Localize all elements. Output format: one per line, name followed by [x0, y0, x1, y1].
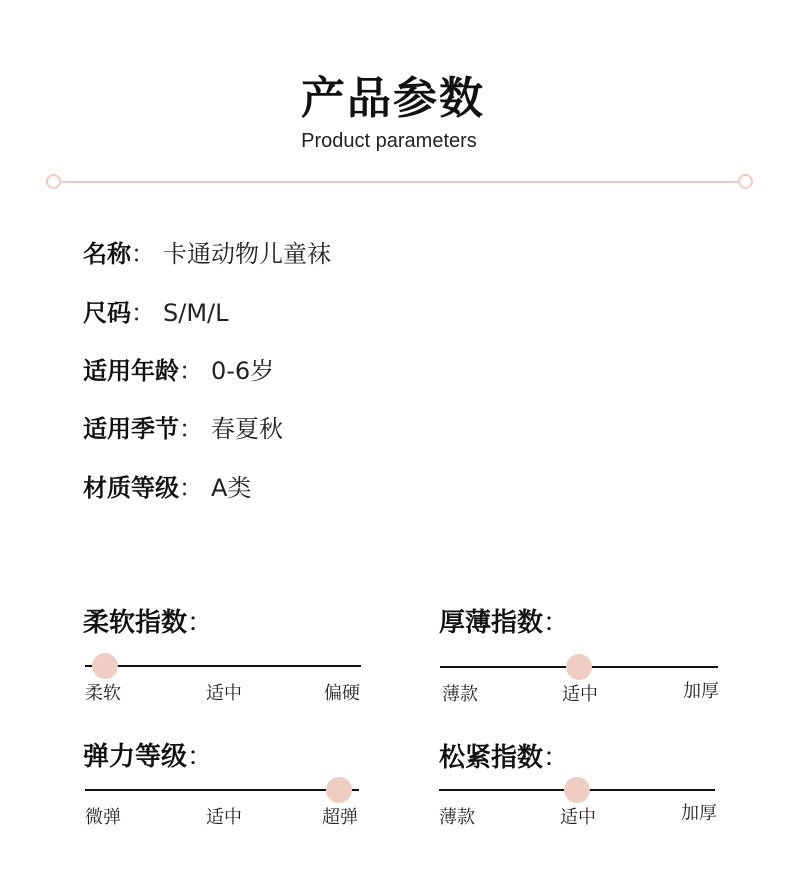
softness-title: [83, 602, 213, 639]
tightness-title-colon: ：: [543, 743, 570, 773]
elasticity-title-text: 弹力等级: [83, 742, 188, 772]
thickness-title-colon: ：: [543, 608, 570, 638]
thickness-tick-mid: 适中: [562, 684, 598, 705]
elasticity-tick-low: 微弹: [85, 807, 121, 828]
softness-title-colon: ：: [187, 608, 214, 638]
thickness-title: [439, 602, 569, 639]
spec-colon: ：: [179, 474, 203, 502]
spec-value: 0-6岁: [211, 357, 275, 385]
tightness-tick-high: 加厚: [681, 803, 717, 824]
spec-row-season: [83, 414, 283, 444]
spec-row-age: [83, 356, 274, 386]
spec-colon: ：: [131, 299, 155, 327]
elasticity-knob[interactable]: [326, 777, 352, 803]
spec-colon: ：: [131, 240, 155, 268]
elasticity-title: [83, 736, 213, 773]
spec-value: A类: [211, 474, 252, 502]
spec-colon: ：: [179, 415, 203, 443]
divider-left-dot: [46, 174, 61, 189]
page-subtitle: Product parameters: [301, 130, 477, 152]
divider-right-dot: [738, 174, 753, 189]
spec-label: 适用季节: [83, 415, 179, 443]
tightness-tick-low: 薄款: [439, 807, 475, 828]
spec-label: 尺码: [83, 299, 131, 327]
spec-value: 春夏秋: [211, 415, 283, 443]
tightness-tick-mid: 适中: [560, 807, 596, 828]
thickness-knob[interactable]: [566, 654, 592, 680]
softness-title-text: 柔软指数: [83, 608, 188, 638]
softness-knob[interactable]: [92, 653, 118, 679]
spec-row-size: [83, 298, 228, 328]
elasticity-title-colon: ：: [187, 742, 214, 772]
spec-row-grade: [83, 473, 251, 503]
page-title: 产品参数: [301, 73, 485, 124]
spec-label: 材质等级: [83, 474, 179, 502]
spec-colon: ：: [179, 357, 203, 385]
spec-label: 名称: [83, 240, 131, 268]
spec-row-name: [83, 239, 331, 269]
softness-tick-low: 柔软: [85, 683, 121, 704]
spec-label: 适用年龄: [83, 357, 179, 385]
softness-tick-mid: 适中: [206, 683, 242, 704]
thickness-title-text: 厚薄指数: [439, 608, 544, 638]
thickness-tick-low: 薄款: [442, 684, 478, 705]
spec-value: S/M/L: [163, 299, 229, 327]
spec-value: 卡通动物儿童袜: [163, 240, 331, 268]
thickness-tick-high: 加厚: [683, 681, 719, 702]
softness-tick-high: 偏硬: [324, 683, 360, 704]
elasticity-tick-high: 超弹: [322, 807, 358, 828]
elasticity-tick-mid: 适中: [206, 807, 242, 828]
tightness-title: [439, 737, 569, 774]
divider-line: [54, 181, 745, 183]
tightness-knob[interactable]: [564, 777, 590, 803]
tightness-title-text: 松紧指数: [439, 743, 544, 773]
elasticity-track: [85, 789, 359, 791]
softness-track: [85, 665, 361, 667]
